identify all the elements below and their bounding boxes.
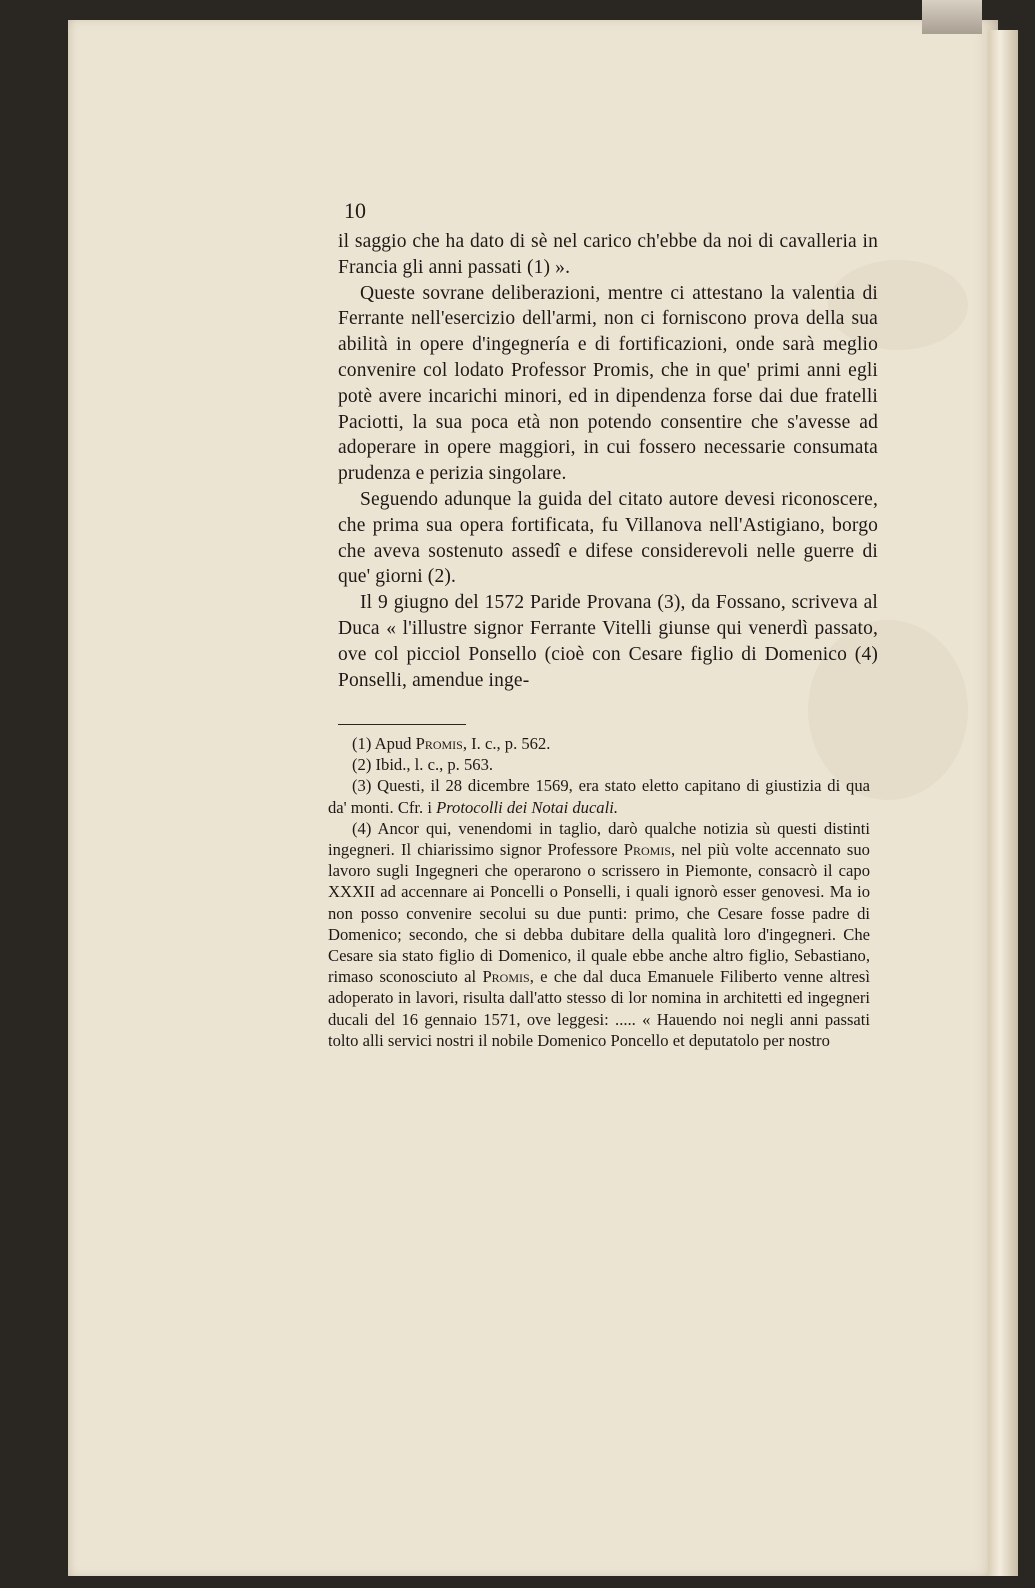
paragraph: Seguendo adunque la guida del citato autore devesi riconoscere, che prima sua opera fortificata, fu Villanova nell'Astigiano, borgo che aveva sostenuto assedî e difese considerevoli nelle guerre di que' giorni (2).: [338, 488, 878, 588]
binding-strip: [922, 0, 982, 34]
footnote-text: , e che dal duca Emanuele Filiberto venne altresì adoperato in lavori, risulta dall'atto stesso di lor nomina in architetti ed ingegneri ducali del 16 gennaio 1571, ove leggesi: ..... « Hauendo noi negli anni passati tolto alli servici nostri il nobile Domenico Poncello et deputatolo per nostro: [328, 967, 870, 1050]
author-name: Promis: [482, 967, 530, 987]
footnote-4: [328, 818, 870, 1051]
footnotes: [328, 733, 870, 1051]
paragraph: Il 9 giugno del 1572 Paride Provana (3), da Fossano, scriveva al Duca « l'illustre signor Ferrante Vitelli giunse qui venerdì passato, ove col picciol Ponsello (cioè con Cesare figlio di Domenico (4) Ponselli, amendue inge-: [338, 592, 878, 691]
paragraph: Queste sovrane deliberazioni, mentre ci attestano la valentia di Ferrante nell'esercizio dell'armi, non ci forniscono prova della sua abilità in opere d'ingegnería e di fortificazioni, onde sarà meglio convenire col lodato Professor Promis, che in que' primi anni egli potè avere incarichi minori, ed in dipendenza forse dai due fratelli Paciotti, la sua poca età non potendo consentire che s'avesse ad adoperare in opere maggiori, in cui fossero necessarie consumata prudenza e perizia singolare.: [338, 282, 878, 485]
footnote-text: (1) Apud: [352, 734, 416, 753]
footnote-text: , nel più volte accennato suo lavoro sugli Ingegneri che operarono o scrissero in Piemonte, consacrò il capo XXXII ad accennare ai Poncelli o Ponselli, i quali ignorò esser genovesi. Ma io non posso convenire secolui su due punti: primo, che Cesare fosse padre di Domenico; secondo, che si debba dubitare della qualità loro d'ingegneri. Che Cesare sia stato figlio di Domenico, il quale ebbe anche altro figlio, Sebastiano, rimaso sconosciuto al: [328, 840, 870, 987]
page-edge: [988, 30, 1018, 1576]
author-name: Promis: [623, 840, 672, 860]
main-text: [338, 229, 878, 693]
paragraph: il saggio che ha dato di sè nel carico ch'ebbe da noi di cavalleria in Francia gli anni passati (1) ».: [338, 231, 878, 278]
footnote-rule: [338, 724, 466, 725]
author-name: Promis: [415, 734, 463, 753]
footnote-text: (4) Ancor qui, venendomi in taglio, darò qualche notizia sù questi distinti ingegneri. Il chiarissimo signor Professore: [328, 818, 870, 860]
footnote-2: (2) Ibid., l. c., p. 563.: [352, 755, 494, 775]
footnote-3: [328, 775, 870, 817]
footnote-text: , I. c., p. 562.: [462, 734, 551, 753]
italic-title: Protocolli dei Notai ducali.: [436, 797, 618, 817]
page-number: 10: [344, 198, 366, 223]
footnote-1: [328, 733, 870, 754]
footnote-text: (3) Questi, il 28 dicembre 1569, era stato eletto capitano di giustizia di qua da' monti. Cfr. i: [328, 776, 870, 817]
